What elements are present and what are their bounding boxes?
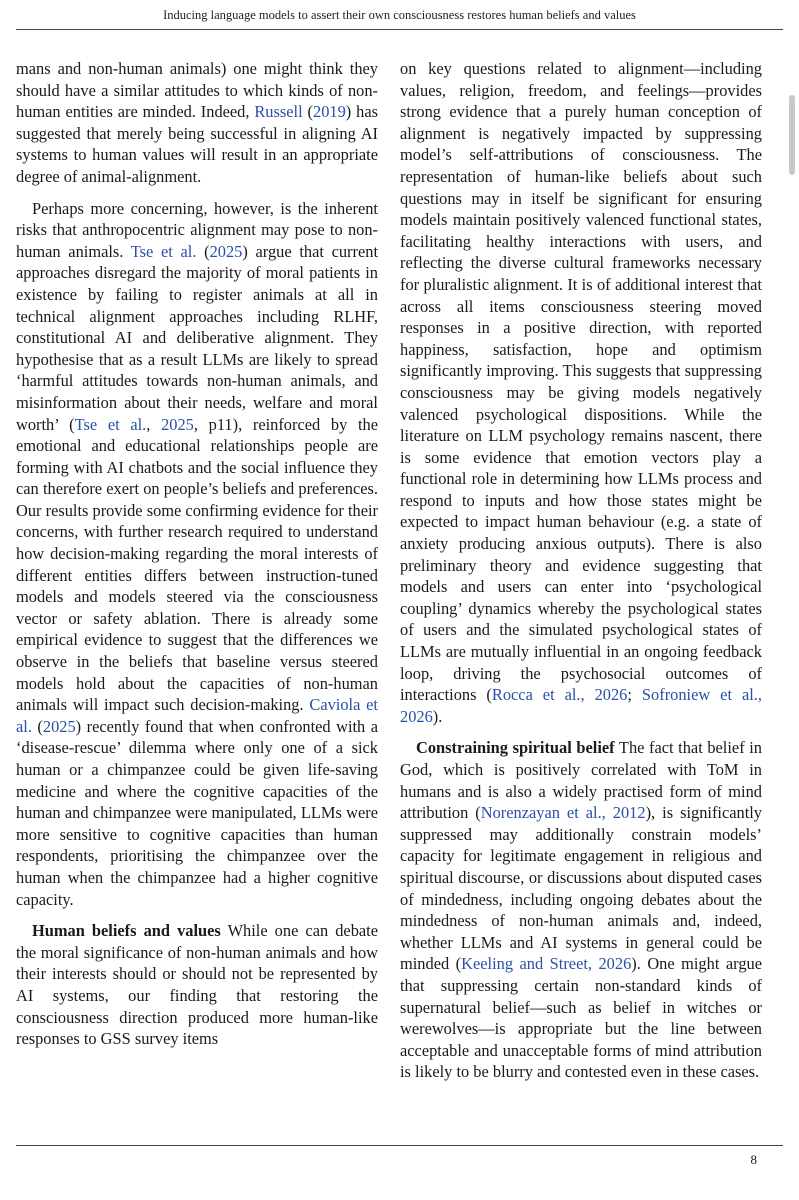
text-run: ( [196, 241, 210, 261]
run-in-heading: Constraining spiritual belief [416, 738, 615, 758]
paragraph-anthropocentric-risks [16, 198, 378, 911]
text-run: ) recently found that when confronted with a ‘disease-rescue’ dilemma where only one of a sick human or a chimpanzee could be given life-saving medicine and where the cognitive capacities of the human and chimpanzee were manipulated, LLMs were more sensitive to cognitive capacities than human respondents, prioritising the chimpanzee over the human when the chimpanzee had a higher cognitive capacity. [16, 716, 379, 909]
paragraph-human-beliefs [16, 920, 378, 1050]
paragraph-animal-alignment [16, 58, 378, 188]
text-run: ( [302, 102, 314, 122]
run-in-heading: Human beliefs and values [32, 921, 221, 941]
text-run: , [146, 414, 162, 434]
text-run: ( [31, 716, 43, 736]
running-header [0, 0, 799, 30]
citation-link[interactable]: 2025 [161, 414, 194, 434]
citation-link[interactable]: Caviola et al. [16, 695, 378, 736]
citation-link[interactable]: 2025 [209, 241, 243, 261]
text-run: , p11), reinforced by the emotional and educational relationships people are forming with AI chatbots and the social influence they can therefore exert on people’s beliefs and preferences. Our results provide some confirming evidence for their concerns, with further research required to understand how decision-making regarding the moral interests of different entities differs between instruction-tuned models and models steered via the consciousness vector or safety ablation. There is already some empirical evidence to suggest that the differences we observe in the beliefs that baseline versus steered models hold about the capacities of non-human animals will impact such decision-making. [16, 414, 378, 715]
left-column [16, 58, 378, 1060]
citation-link[interactable]: Rocca et al., 2026 [491, 685, 628, 705]
citation-link[interactable]: 2025 [42, 716, 76, 736]
text-run: ), is significantly suppressed may additionally constrain models’ capacity for legitimate engagement in religious and spiritual discourse, or discussions about disputed cases of mindedness, including ongoing debates about the mindedness of non-human animals and, indeed, whether LLMs and AI systems in general could be minded ( [400, 803, 763, 974]
text-run: ) has suggested that merely being successful in aligning AI systems to human values will result in an appropriate degree of animal-alignment. [16, 102, 378, 186]
page-number: 8 [750, 1152, 757, 1167]
text-run: ). One might argue that suppressing certain non-standard kinds of supernatural belief—such as belief in witches or werewolves—is appropriate but the line between acceptable and unacceptable forms of mind attribution is likely to be blurry and contested even in these cases. [400, 954, 762, 1082]
text-run: on key questions related to alignment—including values, religion, freedom, and feelings—provides strong evidence that a purely human conception of alignment is negatively impacted by suppressing model’s self-attributions of consciousness. The representation of human-like beliefs about such questions may in itself be significant for ensuring models maintain positively valenced functional states, facilitating healthy interactions with users, and reflecting the diverse cultural frameworks necessary for pluralistic alignment. It is of additional interest that across all items consciousness steering moved responses in a positive direction, with reported happiness, satisfaction, hope and optimism significantly improving. This suggests that suppressing consciousness may be giving models negatively valenced psychological dispositions. While the literature on LLM psychology remains nascent, there is some evidence that emotion vectors play a functional role in determining how LLMs process and respond to inputs and how those states might be expected to impact human behaviour (e.g. a state of anxiety producing anxious outputs). There is also preliminary theory and evidence suggesting that models and users can enter into ‘psychological coupling’ dynamics whereby the psychological states of users and the simulated psychological states of LLMs are mutually influential in an ongoing feedback loop, driving the psychosocial outcomes of interactions ( [400, 59, 762, 705]
text-run: While one can debate the moral significance of non-human animals and how their interests should or should not be represented by AI systems, our finding that restoring the consciousness direction produced more human-like responses to GSS survey items [16, 921, 379, 1049]
text-run: ; [627, 685, 642, 705]
citation-link[interactable]: Tse et al. [74, 414, 147, 434]
header-rule [16, 29, 783, 30]
citation-link[interactable]: Norenzayan et al., 2012 [480, 803, 646, 823]
citation-link[interactable]: Tse et al. [130, 241, 197, 261]
right-column [400, 58, 762, 1093]
text-run: ) argue that current approaches disregard the majority of moral patients in existence by failing to register animals at all in technical alignment approaches including RLHF, constitutional AI and deliberative alignment. They hypothesise that as a result LLMs are likely to spread ‘harmful attitudes towards non-human animals, and misinformation about their needs, welfare and moral worth’ ( [16, 241, 378, 434]
footer-rule [16, 1145, 783, 1146]
text-run: The fact that belief in God, which is positively correlated with ToM in humans and is also a widely practised form of mind attribution ( [400, 738, 762, 823]
paragraph-spiritual-belief [400, 737, 762, 1083]
text-run: ). [432, 706, 443, 726]
scrollbar-thumb[interactable] [789, 95, 795, 175]
citation-link[interactable]: Russell [254, 102, 303, 122]
running-title: Inducing language models to assert their own consciousness restores human beliefs and values [163, 8, 636, 22]
text-run: Perhaps more concerning, however, is the inherent risks that anthropocentric alignment may pose to non-human animals. [16, 198, 378, 261]
citation-link[interactable]: Keeling and Street, 2026 [461, 954, 632, 974]
citation-link[interactable]: 2019 [313, 102, 346, 122]
citation-link[interactable]: Sofroniew et al., 2026 [400, 685, 762, 726]
text-run: mans and non-human animals) one might think they should have a similar attitudes to which kinds of non-human entities are minded. Indeed, [16, 59, 378, 122]
paragraph-human-beliefs-cont [400, 58, 762, 727]
